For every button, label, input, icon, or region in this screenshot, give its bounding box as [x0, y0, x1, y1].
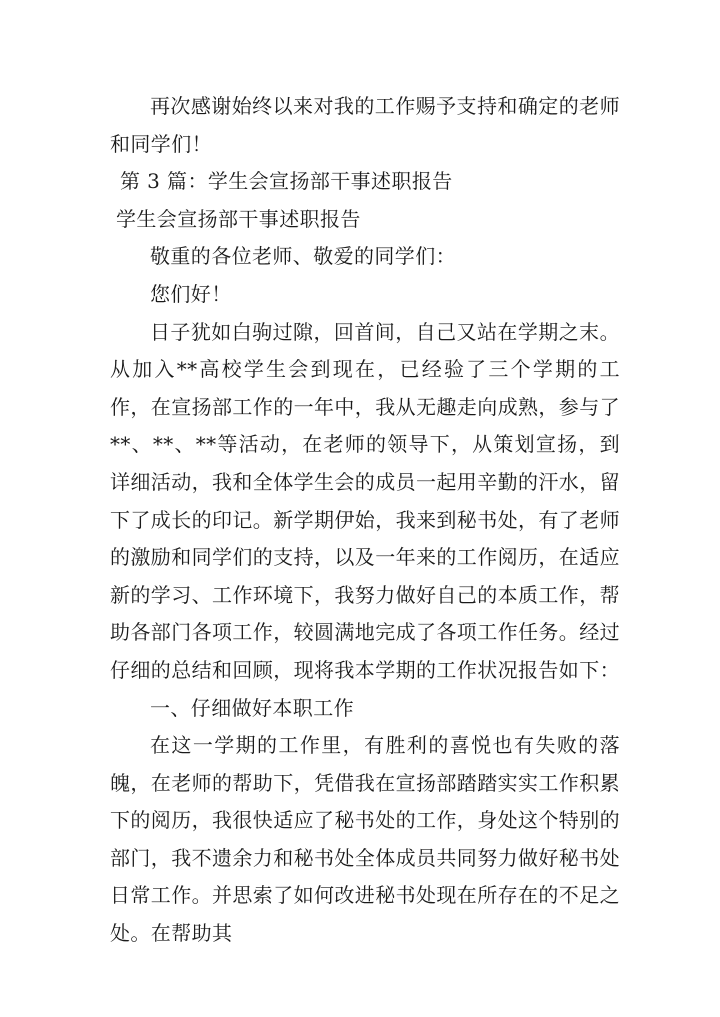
closing-thanks-paragraph: 再次感谢始终以来对我的工作赐予支持和确定的老师和同学们！ [110, 94, 620, 156]
greeting-paragraph: 您们好！ [150, 281, 232, 306]
point-one-body-paragraph: 在这一学期的工作里，有胜利的喜悦也有失败的落魄，在老师的帮助下，凭借我在宣扬部踏踏实实工作积累下的阅历，我很快适应了秘书处的工作，身处这个特别的部门，我不遗余力和秘书处全体成员共同努力做好秘书处日常工作。并思索了如何改进秘书处现在所存在的不足之处。在帮助其 [110, 733, 620, 946]
intro-paragraph: 日子犹如白驹过隙，回首间，自己又站在学期之末。从加入**高校学生会到现在，已经验了三个学期的工作，在宣扬部工作的一年中，我从无趣走向成熟，参与了**、**、**等活动，在老师的领导下，从策划宣扬，到详细活动，我和全体学生会的成员一起用辛勤的汗水，留下了成长的印记。新学期伊始，我来到秘书处，有了老师的激励和同学们的支持，以及一年来的工作阅历，在适应新的学习、工作环境下，我努力做好自己的本质工作，帮助各部门各项工作，较圆满地完成了各项工作任务。经过仔细的总结和回顾，现将我本学期的工作状况报告如下： [110, 319, 620, 682]
point-one-heading: 一、仔细做好本职工作 [150, 695, 354, 720]
section-heading: 第 3 篇：学生会宣扬部干事述职报告 [120, 169, 453, 194]
report-title: 学生会宣扬部干事述职报告 [116, 206, 361, 231]
document-body [110, 88, 620, 953]
salutation-paragraph: 敬重的各位老师、敬爱的同学们： [150, 244, 456, 269]
